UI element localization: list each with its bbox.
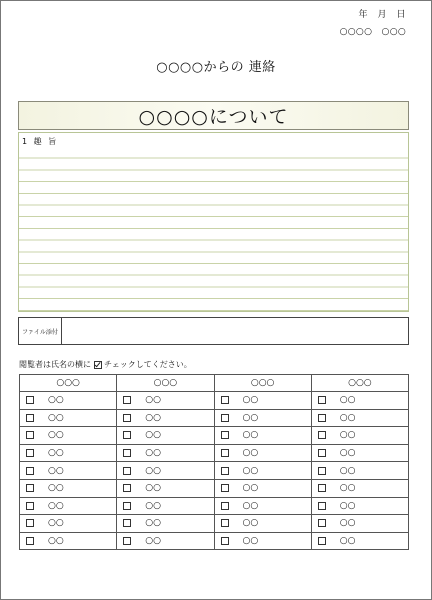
viewer-entry — [117, 518, 213, 528]
viewer-checkbox[interactable] — [26, 467, 34, 475]
viewer-entry — [117, 483, 213, 493]
viewer-checkbox[interactable] — [123, 431, 131, 439]
viewer-checkbox[interactable] — [318, 484, 326, 492]
viewer-name: ○○ — [242, 448, 259, 459]
viewer-name: ○○ — [339, 500, 356, 511]
viewer-checkbox[interactable] — [221, 431, 229, 439]
viewer-name: ○○ — [242, 536, 259, 547]
viewer-cell — [311, 409, 408, 427]
viewer-name: ○○ — [48, 483, 64, 494]
viewer-checkbox[interactable] — [318, 449, 326, 457]
main-title-box — [18, 101, 409, 130]
viewer-checkbox[interactable] — [26, 449, 34, 457]
viewer-name: ○○ — [48, 430, 64, 441]
viewer-name: ○○ — [339, 518, 356, 529]
instruction-after: チェックしてください。 — [104, 360, 192, 369]
viewer-name: ○○ — [339, 448, 356, 459]
viewer-cell — [117, 532, 214, 550]
viewer-entry — [312, 518, 408, 528]
viewer-name: ○○ — [48, 395, 64, 406]
table-row — [20, 515, 409, 533]
table-row — [20, 444, 409, 462]
table-row — [20, 497, 409, 515]
viewer-name: ○○ — [48, 500, 64, 511]
header-title: ○○○○からの 連絡 — [156, 60, 276, 75]
viewer-checkbox[interactable] — [318, 502, 326, 510]
viewer-name: ○○ — [242, 518, 259, 529]
author-field: ○○○○ ○○○ — [339, 27, 406, 37]
viewer-name: ○○ — [48, 448, 64, 459]
viewer-name: ○○ — [48, 518, 64, 529]
viewer-name: ○○ — [145, 430, 161, 441]
viewer-checkbox[interactable] — [318, 519, 326, 527]
viewer-checkbox[interactable] — [123, 519, 131, 527]
viewer-name: ○○ — [48, 536, 64, 547]
viewer-entry — [312, 430, 408, 440]
viewer-name: ○○ — [339, 465, 356, 476]
viewer-checkbox[interactable] — [221, 519, 229, 527]
viewer-name: ○○ — [145, 518, 161, 529]
viewer-cell — [214, 462, 311, 480]
viewer-cell — [214, 515, 311, 533]
viewer-checkbox[interactable] — [26, 537, 34, 545]
viewer-entry — [20, 501, 116, 511]
viewer-checkbox[interactable] — [318, 431, 326, 439]
viewer-checkbox[interactable] — [318, 537, 326, 545]
viewer-checkbox[interactable] — [123, 484, 131, 492]
viewer-checkbox[interactable] — [123, 396, 131, 404]
viewer-entry — [215, 483, 311, 493]
viewer-entry — [20, 466, 116, 476]
table-row — [20, 462, 409, 480]
viewer-checkbox[interactable] — [221, 396, 229, 404]
viewer-entry — [312, 448, 408, 458]
table-row — [20, 427, 409, 445]
viewer-cell — [311, 515, 408, 533]
viewer-entry — [117, 448, 213, 458]
viewer-entry — [215, 536, 311, 546]
viewer-cell — [311, 479, 408, 497]
viewer-name: ○○ — [339, 536, 356, 547]
viewer-entry — [117, 501, 213, 511]
viewer-checkbox[interactable] — [123, 537, 131, 545]
purpose-ruled-lines — [19, 147, 408, 311]
viewer-checkbox[interactable] — [123, 502, 131, 510]
viewer-cell — [20, 444, 117, 462]
viewer-cell — [117, 462, 214, 480]
instruction-text — [19, 359, 192, 370]
viewer-cell — [20, 479, 117, 497]
viewer-cell — [214, 392, 311, 410]
viewer-checkbox[interactable] — [123, 414, 131, 422]
viewer-entry — [215, 448, 311, 458]
viewer-cell — [214, 409, 311, 427]
viewer-cell — [117, 427, 214, 445]
viewer-entry — [20, 413, 116, 423]
viewer-cell — [311, 462, 408, 480]
viewer-checkbox[interactable] — [318, 467, 326, 475]
viewer-name: ○○ — [145, 500, 161, 511]
table-row — [20, 479, 409, 497]
viewer-checkbox[interactable] — [26, 519, 34, 527]
viewer-cell — [214, 444, 311, 462]
viewer-checkbox[interactable] — [221, 449, 229, 457]
viewer-checkbox[interactable] — [123, 449, 131, 457]
viewer-entry — [312, 413, 408, 423]
viewer-cell — [311, 427, 408, 445]
viewer-checkbox[interactable] — [26, 484, 34, 492]
viewer-cell — [117, 497, 214, 515]
table-row — [20, 409, 409, 427]
viewer-name: ○○ — [145, 465, 161, 476]
viewer-entry — [215, 518, 311, 528]
viewer-checkbox[interactable] — [221, 467, 229, 475]
viewer-cell — [311, 532, 408, 550]
viewer-cell — [20, 532, 117, 550]
viewer-name: ○○ — [145, 395, 161, 406]
viewer-entry — [312, 536, 408, 546]
viewer-name: ○○ — [339, 483, 356, 494]
viewer-entry — [117, 413, 213, 423]
viewer-checkbox[interactable] — [221, 502, 229, 510]
viewer-entry — [20, 483, 116, 493]
viewer-cell — [117, 444, 214, 462]
viewer-cell — [117, 409, 214, 427]
viewer-entry — [215, 413, 311, 423]
viewer-column-header: ○○○ — [214, 375, 311, 392]
viewer-name: ○○ — [339, 395, 356, 406]
viewer-entry — [20, 448, 116, 458]
viewer-entry — [117, 466, 213, 476]
viewer-name: ○○ — [48, 412, 64, 423]
viewer-checkbox[interactable] — [123, 467, 131, 475]
viewer-name: ○○ — [339, 412, 356, 423]
viewer-name: ○○ — [242, 430, 259, 441]
viewer-name: ○○ — [242, 483, 259, 494]
viewer-checkbox[interactable] — [26, 431, 34, 439]
viewer-name: ○○ — [145, 483, 161, 494]
viewer-name: ○○ — [242, 465, 259, 476]
viewer-name: ○○ — [48, 465, 64, 476]
date-field: 年 月 日 — [358, 10, 406, 20]
viewer-cell — [117, 515, 214, 533]
checked-checkbox-icon — [94, 361, 102, 369]
viewer-cell — [20, 462, 117, 480]
viewer-cell — [117, 479, 214, 497]
viewer-entry — [117, 395, 213, 405]
viewer-entry — [117, 430, 213, 440]
attachment-area[interactable] — [62, 318, 408, 344]
viewer-cell — [214, 497, 311, 515]
viewer-table-header-row — [20, 375, 409, 392]
viewer-name: ○○ — [145, 448, 161, 459]
viewer-cell — [20, 392, 117, 410]
purpose-label: 1 趣 旨 — [22, 137, 59, 146]
viewer-cell — [214, 479, 311, 497]
viewer-cell — [311, 444, 408, 462]
attachment-box — [18, 317, 409, 345]
viewer-entry — [20, 536, 116, 546]
viewer-entry — [117, 536, 213, 546]
viewer-cell — [20, 427, 117, 445]
viewer-entry — [215, 395, 311, 405]
viewer-cell — [311, 497, 408, 515]
viewer-checkbox[interactable] — [26, 414, 34, 422]
purpose-section — [18, 132, 409, 312]
viewer-name: ○○ — [242, 500, 259, 511]
viewer-cell — [214, 427, 311, 445]
viewer-checkbox[interactable] — [221, 537, 229, 545]
main-title: ○○○○について — [138, 106, 289, 128]
viewer-cell — [214, 532, 311, 550]
viewer-name: ○○ — [339, 430, 356, 441]
viewer-column-header: ○○○ — [20, 375, 117, 392]
viewer-table-body — [20, 392, 409, 550]
viewer-name: ○○ — [242, 412, 259, 423]
viewer-checkbox[interactable] — [318, 414, 326, 422]
viewer-checkbox[interactable] — [221, 484, 229, 492]
viewer-cell — [20, 515, 117, 533]
viewer-cell — [20, 409, 117, 427]
attachment-label: ファイル添付 — [19, 318, 62, 344]
viewer-entry — [312, 395, 408, 405]
viewer-entry — [215, 430, 311, 440]
viewer-entry — [215, 466, 311, 476]
table-row — [20, 392, 409, 410]
viewer-checkbox[interactable] — [318, 396, 326, 404]
viewer-entry — [20, 430, 116, 440]
viewer-entry — [20, 395, 116, 405]
viewer-name: ○○ — [145, 412, 161, 423]
viewer-checkbox[interactable] — [26, 502, 34, 510]
viewer-column-header: ○○○ — [311, 375, 408, 392]
table-row — [20, 532, 409, 550]
viewer-table — [19, 374, 409, 550]
viewer-entry — [20, 518, 116, 528]
viewer-checkbox[interactable] — [221, 414, 229, 422]
instruction-before: 閲覧者は氏名の横に — [19, 360, 91, 369]
viewer-name: ○○ — [145, 536, 161, 547]
viewer-name: ○○ — [242, 395, 259, 406]
viewer-checkbox[interactable] — [26, 396, 34, 404]
viewer-cell — [311, 392, 408, 410]
viewer-entry — [312, 466, 408, 476]
viewer-column-header: ○○○ — [117, 375, 214, 392]
viewer-entry — [312, 483, 408, 493]
viewer-cell — [20, 497, 117, 515]
viewer-cell — [117, 392, 214, 410]
viewer-entry — [312, 501, 408, 511]
viewer-entry — [215, 501, 311, 511]
